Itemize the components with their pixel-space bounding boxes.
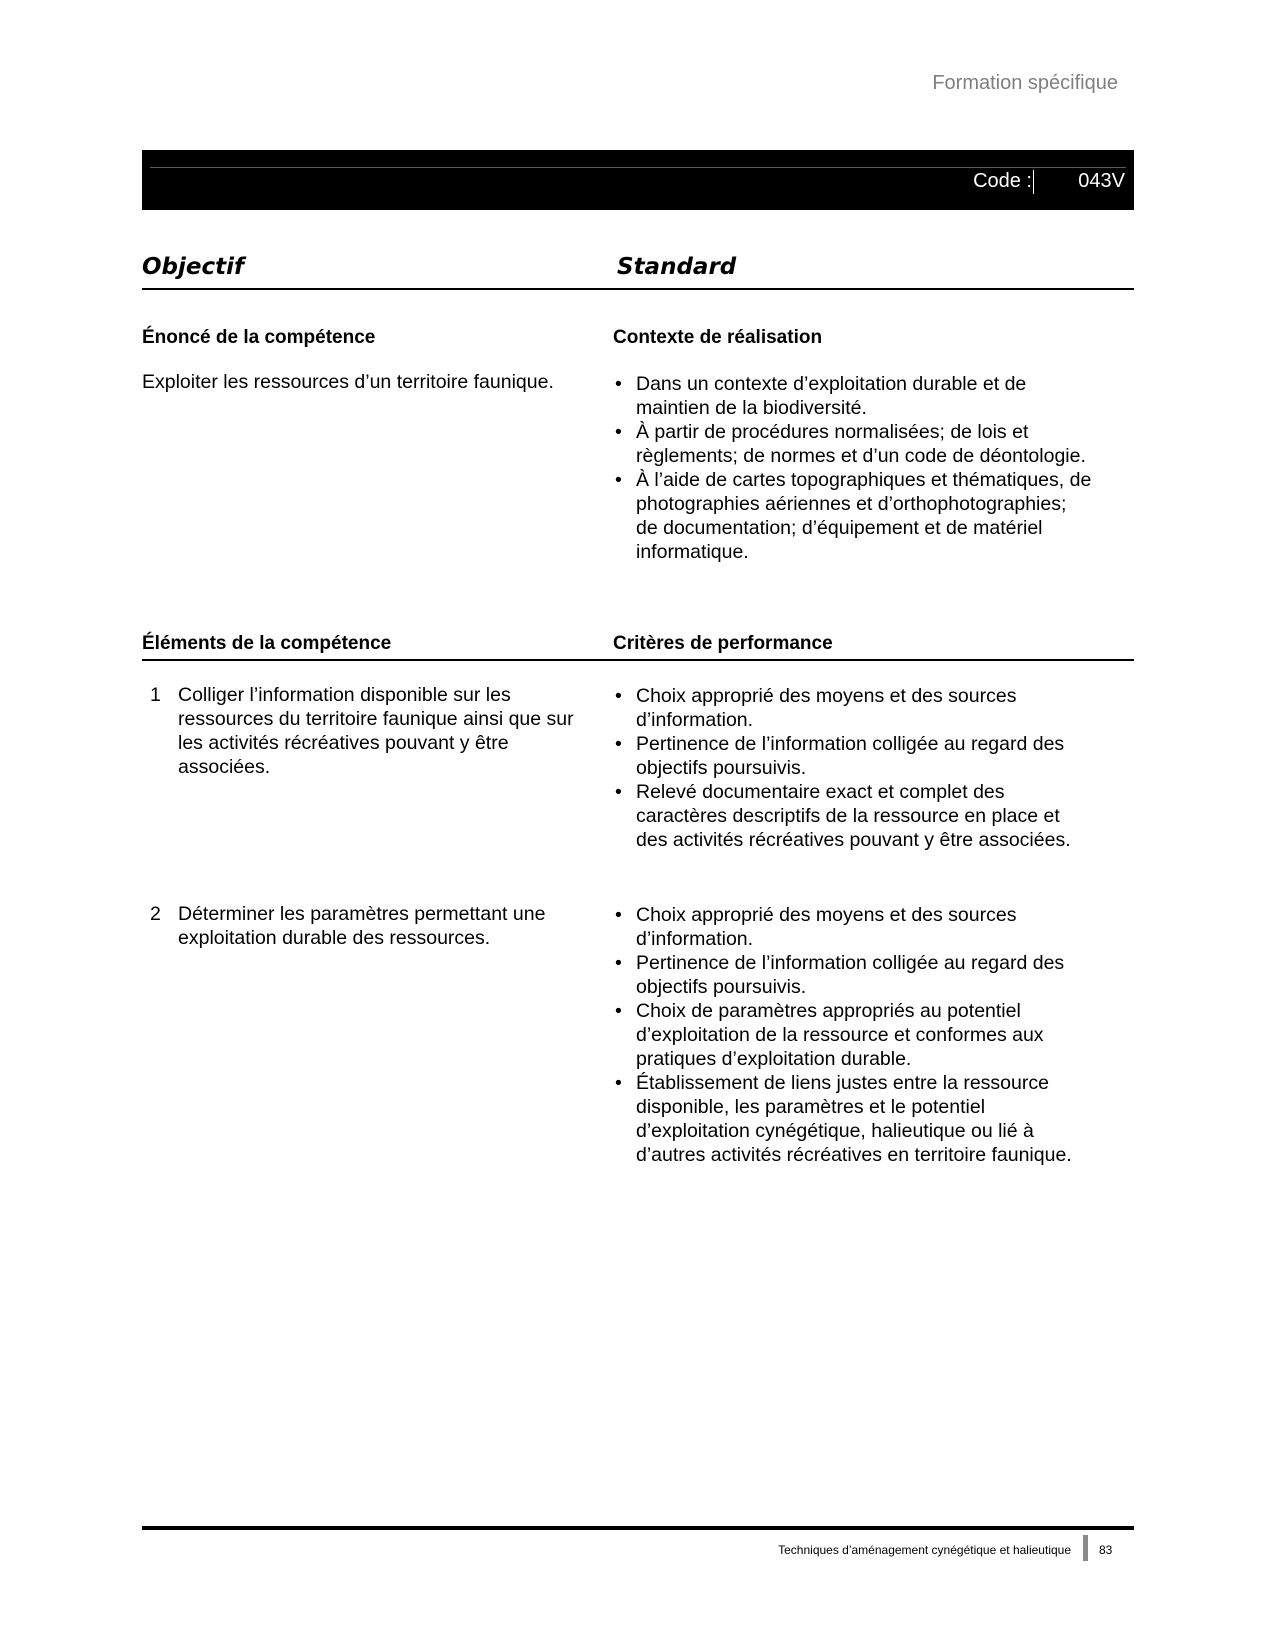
list-item: • Dans un contexte d’exploitation durable et de maintien de la biodiversité. [613, 372, 1093, 420]
list-item: • Pertinence de l’information colligée au regard des objectifs poursuivis. [613, 951, 1093, 999]
elements-divider [142, 659, 1134, 661]
footer-separator [1083, 1535, 1088, 1561]
competence-text: Exploiter les ressources d’un territoire faunique. [142, 371, 554, 393]
code-bar-divider [150, 167, 1126, 168]
list-item: • À l’aide de cartes topographiques et thématiques, de photographies aériennes et d’orthophotographies; de documentation; d’équipement et de matériel informatique. [613, 468, 1093, 564]
code-separator [1033, 170, 1034, 194]
element-number: 1 [150, 684, 161, 706]
code-bar [142, 150, 1134, 210]
contexte-heading: Contexte de réalisation [613, 327, 823, 348]
list-item: • Établissement de liens justes entre la ressource disponible, les paramètres et le potentiel d’exploitation cynégétique, halieutique ou lié à d’autres activités récréatives en territoire faunique. [613, 1071, 1093, 1167]
contexte-list [613, 372, 1093, 564]
competence-heading: Énoncé de la compétence [142, 327, 376, 348]
objectif-heading: Objectif [142, 254, 245, 280]
criteria-list [613, 684, 1093, 852]
list-item: • Choix approprié des moyens et des sources d’information. [613, 684, 1093, 732]
code-label: Code : [973, 170, 1032, 192]
list-item: • À partir de procédures normalisées; de lois et règlements; de normes et d’un code de déontologie. [613, 420, 1093, 468]
list-item: • Relevé documentaire exact et complet des caractères descriptifs de la ressource en place et des activités récréatives pouvant y être associées. [613, 780, 1093, 852]
element-number: 2 [150, 903, 161, 925]
column-header-row [142, 254, 1134, 290]
list-item: • Choix approprié des moyens et des sources d’information. [613, 903, 1093, 951]
page-number: 83 [1099, 1543, 1113, 1557]
element-item [150, 683, 600, 779]
list-item: • Choix de paramètres appropriés au potentiel d’exploitation de la ressource et conformes aux pratiques d’exploitation durable. [613, 999, 1093, 1071]
element-item [150, 902, 600, 950]
footer-rule [142, 1526, 1134, 1530]
criteria-heading: Critères de performance [613, 633, 833, 654]
code-value: 043V [1078, 170, 1125, 192]
footer-title: Techniques d’aménagement cynégétique et halieutique [778, 1543, 1071, 1557]
criteria-list [613, 903, 1093, 1167]
standard-heading: Standard [617, 254, 737, 280]
elements-heading: Éléments de la compétence [142, 633, 392, 654]
section-label: Formation spécifique [932, 72, 1118, 94]
element-text: Déterminer les paramètres permettant une exploitation durable des ressources. [178, 903, 546, 949]
list-item: • Pertinence de l’information colligée au regard des objectifs poursuivis. [613, 732, 1093, 780]
element-text: Colliger l’information disponible sur les ressources du territoire faunique ainsi que sur les activités récréatives pouvant y être associées. [178, 684, 574, 778]
